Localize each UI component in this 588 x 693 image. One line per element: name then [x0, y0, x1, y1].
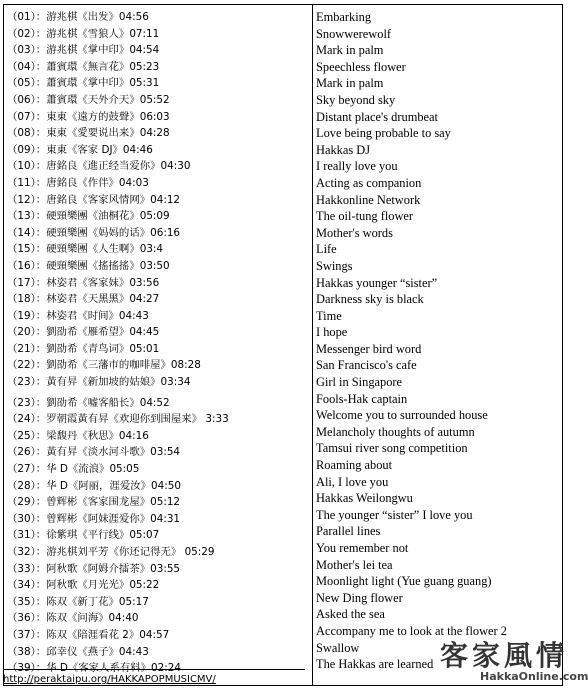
- list-item: Darkness sky is black: [316, 292, 424, 307]
- list-item: Hakkonline Network: [316, 192, 421, 207]
- list-item: （10）：唐銘良《進正经当爱你》04:30: [7, 160, 191, 173]
- track-table: [3, 4, 563, 686]
- list-item: Sky beyond sky: [316, 92, 396, 107]
- list-item: The Hakkas are learned: [316, 657, 434, 672]
- list-item: Time: [316, 308, 342, 323]
- list-item: Hakkas DJ: [316, 142, 371, 157]
- list-item: （33）：阿秋歌《阿姆介擂茶》03:55: [7, 562, 181, 575]
- list-item: Roaming about: [316, 458, 393, 473]
- list-item: （05）：蕭賓環《掌中印》05:31: [7, 77, 160, 90]
- list-item: San Francisco's cafe: [316, 358, 417, 373]
- list-item: （15）：硬頸樂團《人生啊》03:4: [7, 243, 164, 256]
- list-item: Ali, I love you: [316, 474, 389, 489]
- list-item: Asked the sea: [316, 607, 385, 622]
- list-item: The oil-tung flower: [316, 209, 414, 224]
- list-item: Swallow: [316, 640, 360, 655]
- list-item: （28）：华 D《阿丽，涯爱汝》04:50: [7, 479, 181, 492]
- list-item: New Ding flower: [316, 590, 403, 605]
- list-item: （14）：硬頸樂團《妈妈的话》06:16: [7, 226, 181, 239]
- list-item: Distant place's drumbeat: [316, 109, 438, 124]
- list-item: Accompany me to look at the flower 2: [316, 623, 507, 638]
- list-item: I really love you: [316, 159, 398, 174]
- list-item: （07）：東東《遠方的鼓聲》06:03: [7, 110, 170, 123]
- list-item: （13）：硬頸樂團《油桐花》05:09: [7, 210, 170, 223]
- list-item: Moonlight light (Yue guang guang): [316, 574, 492, 589]
- list-item: （18）：林姿君《天黑黑》04:27: [7, 293, 160, 306]
- list-item: Tamsui river song competition: [316, 441, 468, 456]
- list-item: （30）：曾辉彬《阿妹涯爱你》04:31: [7, 512, 181, 525]
- list-item: Life: [316, 242, 337, 257]
- list-item: Acting as companion: [316, 175, 422, 190]
- list-item: Swings: [316, 258, 353, 273]
- list-item: （04）：蕭賓環《無言花》05:23: [7, 60, 160, 73]
- list-item: （29）：曾辉彬《客家围龙屋》05:12: [7, 496, 181, 509]
- list-item: （11）：唐銘良《作伴》04:03: [7, 176, 149, 189]
- list-item: Embarking: [316, 10, 372, 24]
- list-item: （31）：徐紫琪《平行线》05:07: [7, 529, 160, 542]
- list-item: （02）：游兆棋《雪狼人》07:11: [7, 27, 160, 40]
- list-item: （38）：邱幸仪《燕子》04:43: [7, 645, 149, 658]
- list-item: The younger “sister” I love you: [316, 507, 473, 522]
- list-item: （27）：华 D《流浪》05:05: [7, 463, 140, 476]
- list-item: （01）：游兆棋《出发》04:56: [7, 11, 149, 23]
- list-item: Girl in Singapore: [316, 375, 403, 390]
- list-item: Mark in palm: [316, 43, 384, 58]
- english-title-list: [316, 9, 562, 673]
- list-item: （17）：林姿君《客家妹》03:56: [7, 276, 160, 289]
- list-item: Hakkas Weilongwu: [316, 491, 413, 506]
- list-item: （22）：劉劭希《三藩市的咖啡屋》08:28: [7, 359, 201, 372]
- list-item: （32）：游兆棋刘平芳《你还记得无》 05:29: [7, 546, 215, 558]
- list-item: （12）：唐銘良《客家风情网》04:12: [7, 193, 181, 206]
- list-item: Fools-Hak captain: [316, 391, 408, 406]
- list-item: Snowwerewolf: [316, 26, 392, 41]
- list-item: （24）：罗朝霞黃有昇《欢迎你到围屋来》 3:33: [7, 413, 229, 426]
- footer-url-row: [3, 669, 305, 683]
- list-item: You remember not: [316, 541, 409, 555]
- list-item: Mother's lei tea: [316, 557, 393, 572]
- list-item: I hope: [316, 325, 348, 340]
- list-item: （23）：劉劭希《嘘客船长》04:52: [7, 396, 170, 409]
- source-link[interactable]: http://peraktaipu.org/HAKKAPOPMUSICMV/: [3, 674, 216, 685]
- list-item: （19）：林姿君《时间》04:43: [7, 309, 149, 322]
- list-item: （23）：黃有昇《新加坡的姑娘》03:34: [7, 376, 191, 389]
- chinese-track-list: [7, 9, 309, 677]
- list-item: （06）：蕭賓環《天外介天》05:52: [7, 93, 170, 106]
- list-item: （36）：陈双《问海》04:40: [7, 612, 139, 625]
- list-item: Messenger bird word: [316, 341, 422, 356]
- list-item: （35）：陈双《新丁花》05:17: [7, 595, 149, 608]
- list-item: Mother's words: [316, 225, 393, 240]
- list-item: （37）：陈双《陪涯看花 2》04:57: [7, 628, 170, 641]
- list-item: Speechless flower: [316, 59, 406, 74]
- list-item: （08）：東東《愛要说出来》04:28: [7, 127, 170, 140]
- list-item: （34）：阿秋歌《月光光》05:22: [7, 579, 160, 592]
- list-item: （03）：游兆棋《掌中印》04:54: [7, 44, 160, 57]
- list-item: Welcome you to surrounded house: [316, 408, 488, 423]
- list-item: （25）：梁馥丹《秋思》04:16: [7, 429, 149, 442]
- list-item: （39）：华 D《客家人系有料》02:24: [7, 662, 181, 675]
- list-item: （21）：劉劭希《青鸟词》05:01: [7, 342, 160, 355]
- list-item: （26）：黃有昇《淡水河斗歌》03:54: [7, 446, 181, 459]
- list-item: （16）：硬頸樂團《搖搖搖》03:50: [7, 259, 170, 272]
- list-item: Love being probable to say: [316, 126, 451, 141]
- watermark-site: HakkaOnline.com: [480, 670, 588, 683]
- list-item: Hakkas younger “sister”: [316, 275, 438, 290]
- list-item: Melancholy thoughts of autumn: [316, 424, 475, 439]
- watermark-logo: 客家風情: [440, 639, 569, 672]
- list-item: （09）：東東《客家 DJ》04:46: [7, 143, 153, 156]
- list-item: Mark in palm: [316, 76, 384, 91]
- list-item: （20）：劉劭希《雁希望》04:45: [7, 326, 160, 339]
- list-item: Parallel lines: [316, 524, 381, 539]
